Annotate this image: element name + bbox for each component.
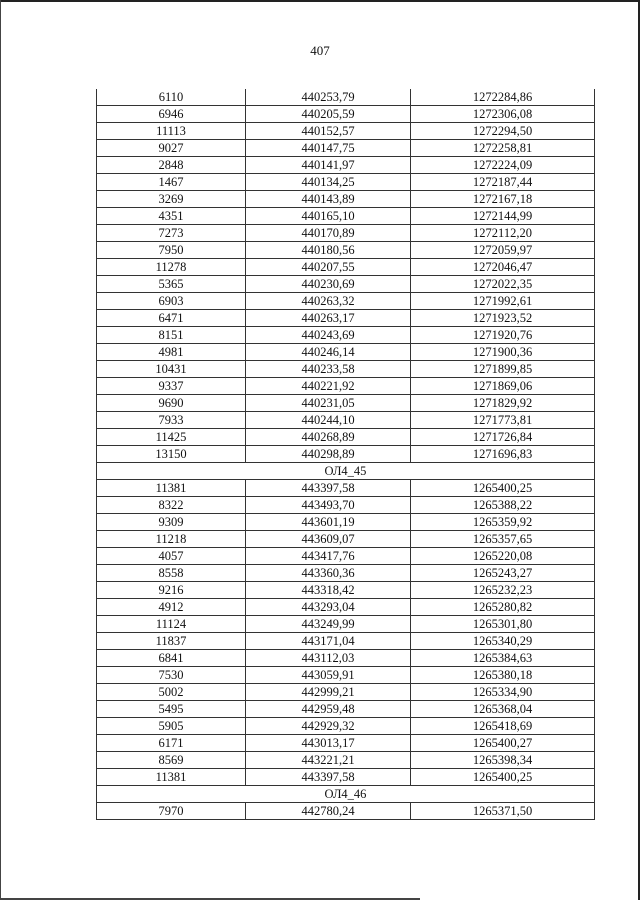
table-row — [97, 803, 595, 820]
x-coordinate-cell: 440268,89 — [246, 429, 411, 446]
y-coordinate-cell: 1272284,86 — [411, 89, 595, 106]
table-row — [97, 378, 595, 395]
page-number: 407 — [310, 43, 330, 58]
point-number-cell: 13150 — [97, 446, 246, 463]
x-coordinate-cell: 443112,03 — [246, 650, 411, 667]
y-coordinate-cell: 1265243,27 — [411, 565, 595, 582]
y-coordinate-cell: 1272258,81 — [411, 140, 595, 157]
y-coordinate-cell: 1265380,18 — [411, 667, 595, 684]
x-coordinate-cell: 440298,89 — [246, 446, 411, 463]
y-coordinate-cell: 1265340,29 — [411, 633, 595, 650]
point-number-cell: 9690 — [97, 395, 246, 412]
point-number-cell: 3269 — [97, 191, 246, 208]
section-label: ОЛ4_45 — [97, 463, 595, 480]
x-coordinate-cell: 440221,92 — [246, 378, 411, 395]
y-coordinate-cell: 1265418,69 — [411, 718, 595, 735]
y-coordinate-cell: 1265371,50 — [411, 803, 595, 820]
x-coordinate-cell: 440170,89 — [246, 225, 411, 242]
x-coordinate-cell: 440147,75 — [246, 140, 411, 157]
table-row — [97, 446, 595, 463]
scan-border-left — [0, 0, 1, 900]
x-coordinate-cell: 443493,70 — [246, 497, 411, 514]
table-row — [97, 361, 595, 378]
y-coordinate-cell: 1272294,50 — [411, 123, 595, 140]
y-coordinate-cell: 1271773,81 — [411, 412, 595, 429]
y-coordinate-cell: 1271899,85 — [411, 361, 595, 378]
x-coordinate-cell: 440233,58 — [246, 361, 411, 378]
point-number-cell: 7273 — [97, 225, 246, 242]
x-coordinate-cell: 443221,21 — [246, 752, 411, 769]
point-number-cell: 8322 — [97, 497, 246, 514]
table-row — [97, 548, 595, 565]
y-coordinate-cell: 1272022,35 — [411, 276, 595, 293]
x-coordinate-cell: 440263,32 — [246, 293, 411, 310]
table-row — [97, 514, 595, 531]
x-coordinate-cell: 443059,91 — [246, 667, 411, 684]
y-coordinate-cell: 1271900,36 — [411, 344, 595, 361]
point-number-cell: 1467 — [97, 174, 246, 191]
point-number-cell: 9216 — [97, 582, 246, 599]
point-number-cell: 5495 — [97, 701, 246, 718]
y-coordinate-cell: 1272167,18 — [411, 191, 595, 208]
point-number-cell: 9027 — [97, 140, 246, 157]
x-coordinate-cell: 443249,99 — [246, 616, 411, 633]
table-row — [97, 225, 595, 242]
x-coordinate-cell: 440152,57 — [246, 123, 411, 140]
x-coordinate-cell: 442929,32 — [246, 718, 411, 735]
y-coordinate-cell: 1265357,65 — [411, 531, 595, 548]
x-coordinate-cell: 440141,97 — [246, 157, 411, 174]
x-coordinate-cell: 443013,17 — [246, 735, 411, 752]
point-number-cell: 9337 — [97, 378, 246, 395]
y-coordinate-cell: 1265398,34 — [411, 752, 595, 769]
table-row — [97, 633, 595, 650]
table-row — [97, 412, 595, 429]
point-number-cell: 6471 — [97, 310, 246, 327]
table-row — [97, 344, 595, 361]
point-number-cell: 4981 — [97, 344, 246, 361]
x-coordinate-cell: 440143,89 — [246, 191, 411, 208]
table-row — [97, 191, 595, 208]
x-coordinate-cell: 443397,58 — [246, 769, 411, 786]
point-number-cell: 7970 — [97, 803, 246, 820]
x-coordinate-cell: 440263,17 — [246, 310, 411, 327]
x-coordinate-cell: 443293,04 — [246, 599, 411, 616]
y-coordinate-cell: 1265384,63 — [411, 650, 595, 667]
table-row — [97, 531, 595, 548]
x-coordinate-cell: 443397,58 — [246, 480, 411, 497]
point-number-cell: 8569 — [97, 752, 246, 769]
point-number-cell: 5905 — [97, 718, 246, 735]
y-coordinate-cell: 1265368,04 — [411, 701, 595, 718]
x-coordinate-cell: 443360,36 — [246, 565, 411, 582]
y-coordinate-cell: 1271992,61 — [411, 293, 595, 310]
table-row — [97, 140, 595, 157]
table-row — [97, 89, 595, 106]
y-coordinate-cell: 1265400,25 — [411, 480, 595, 497]
y-coordinate-cell: 1272224,09 — [411, 157, 595, 174]
point-number-cell: 11113 — [97, 123, 246, 140]
y-coordinate-cell: 1271696,83 — [411, 446, 595, 463]
y-coordinate-cell: 1272187,44 — [411, 174, 595, 191]
y-coordinate-cell: 1271920,76 — [411, 327, 595, 344]
point-number-cell: 11381 — [97, 480, 246, 497]
table-row — [97, 718, 595, 735]
x-coordinate-cell: 443601,19 — [246, 514, 411, 531]
section-header-row — [97, 463, 595, 480]
point-number-cell: 4351 — [97, 208, 246, 225]
point-number-cell: 11124 — [97, 616, 246, 633]
y-coordinate-cell: 1265334,90 — [411, 684, 595, 701]
table-row — [97, 276, 595, 293]
table-row — [97, 327, 595, 344]
x-coordinate-cell: 443417,76 — [246, 548, 411, 565]
table-row — [97, 735, 595, 752]
point-number-cell: 6903 — [97, 293, 246, 310]
point-number-cell: 7530 — [97, 667, 246, 684]
point-number-cell: 6110 — [97, 89, 246, 106]
y-coordinate-cell: 1272059,97 — [411, 242, 595, 259]
y-coordinate-cell: 1265400,27 — [411, 735, 595, 752]
table-row — [97, 310, 595, 327]
x-coordinate-cell: 440134,25 — [246, 174, 411, 191]
x-coordinate-cell: 442999,21 — [246, 684, 411, 701]
table-row — [97, 174, 595, 191]
table-row — [97, 293, 595, 310]
y-coordinate-cell: 1265400,25 — [411, 769, 595, 786]
x-coordinate-cell: 440231,05 — [246, 395, 411, 412]
x-coordinate-cell: 440165,10 — [246, 208, 411, 225]
point-number-cell: 11425 — [97, 429, 246, 446]
point-number-cell: 4912 — [97, 599, 246, 616]
table-row — [97, 769, 595, 786]
table-row — [97, 599, 595, 616]
table-row — [97, 650, 595, 667]
point-number-cell: 7950 — [97, 242, 246, 259]
x-coordinate-cell: 443318,42 — [246, 582, 411, 599]
point-number-cell: 4057 — [97, 548, 246, 565]
table-row — [97, 497, 595, 514]
scan-border-top — [0, 0, 640, 2]
y-coordinate-cell: 1271869,06 — [411, 378, 595, 395]
x-coordinate-cell: 442959,48 — [246, 701, 411, 718]
x-coordinate-cell: 442780,24 — [246, 803, 411, 820]
point-number-cell: 6171 — [97, 735, 246, 752]
x-coordinate-cell: 443171,04 — [246, 633, 411, 650]
table-row — [97, 480, 595, 497]
point-number-cell: 11837 — [97, 633, 246, 650]
table-row — [97, 259, 595, 276]
y-coordinate-cell: 1265220,08 — [411, 548, 595, 565]
table-row — [97, 701, 595, 718]
x-coordinate-cell: 443609,07 — [246, 531, 411, 548]
y-coordinate-cell: 1272144,99 — [411, 208, 595, 225]
table-row — [97, 752, 595, 769]
table-row — [97, 616, 595, 633]
table-row — [97, 582, 595, 599]
table-row — [97, 208, 595, 225]
point-number-cell: 2848 — [97, 157, 246, 174]
section-label: ОЛ4_46 — [97, 786, 595, 803]
section-header-row — [97, 786, 595, 803]
point-number-cell: 8558 — [97, 565, 246, 582]
y-coordinate-cell: 1272112,20 — [411, 225, 595, 242]
y-coordinate-cell: 1272306,08 — [411, 106, 595, 123]
point-number-cell: 7933 — [97, 412, 246, 429]
table-row — [97, 123, 595, 140]
table-row — [97, 429, 595, 446]
y-coordinate-cell: 1265359,92 — [411, 514, 595, 531]
table-row — [97, 106, 595, 123]
y-coordinate-cell: 1271923,52 — [411, 310, 595, 327]
x-coordinate-cell: 440246,14 — [246, 344, 411, 361]
table-row — [97, 157, 595, 174]
point-number-cell: 6946 — [97, 106, 246, 123]
point-number-cell: 10431 — [97, 361, 246, 378]
y-coordinate-cell: 1265301,80 — [411, 616, 595, 633]
y-coordinate-cell: 1271829,92 — [411, 395, 595, 412]
point-number-cell: 5002 — [97, 684, 246, 701]
point-number-cell: 11278 — [97, 259, 246, 276]
coordinates-table-body — [97, 89, 595, 820]
point-number-cell: 9309 — [97, 514, 246, 531]
x-coordinate-cell: 440207,55 — [246, 259, 411, 276]
point-number-cell: 11381 — [97, 769, 246, 786]
x-coordinate-cell: 440205,59 — [246, 106, 411, 123]
point-number-cell: 11218 — [97, 531, 246, 548]
x-coordinate-cell: 440244,10 — [246, 412, 411, 429]
y-coordinate-cell: 1265232,23 — [411, 582, 595, 599]
point-number-cell: 8151 — [97, 327, 246, 344]
table-row — [97, 242, 595, 259]
table-row — [97, 684, 595, 701]
x-coordinate-cell: 440180,56 — [246, 242, 411, 259]
table-row — [97, 667, 595, 684]
x-coordinate-cell: 440230,69 — [246, 276, 411, 293]
y-coordinate-cell: 1265388,22 — [411, 497, 595, 514]
x-coordinate-cell: 440243,69 — [246, 327, 411, 344]
coordinates-table — [96, 89, 595, 820]
point-number-cell: 5365 — [97, 276, 246, 293]
x-coordinate-cell: 440253,79 — [246, 89, 411, 106]
y-coordinate-cell: 1272046,47 — [411, 259, 595, 276]
table-row — [97, 565, 595, 582]
y-coordinate-cell: 1265280,82 — [411, 599, 595, 616]
y-coordinate-cell: 1271726,84 — [411, 429, 595, 446]
table-row — [97, 395, 595, 412]
point-number-cell: 6841 — [97, 650, 246, 667]
